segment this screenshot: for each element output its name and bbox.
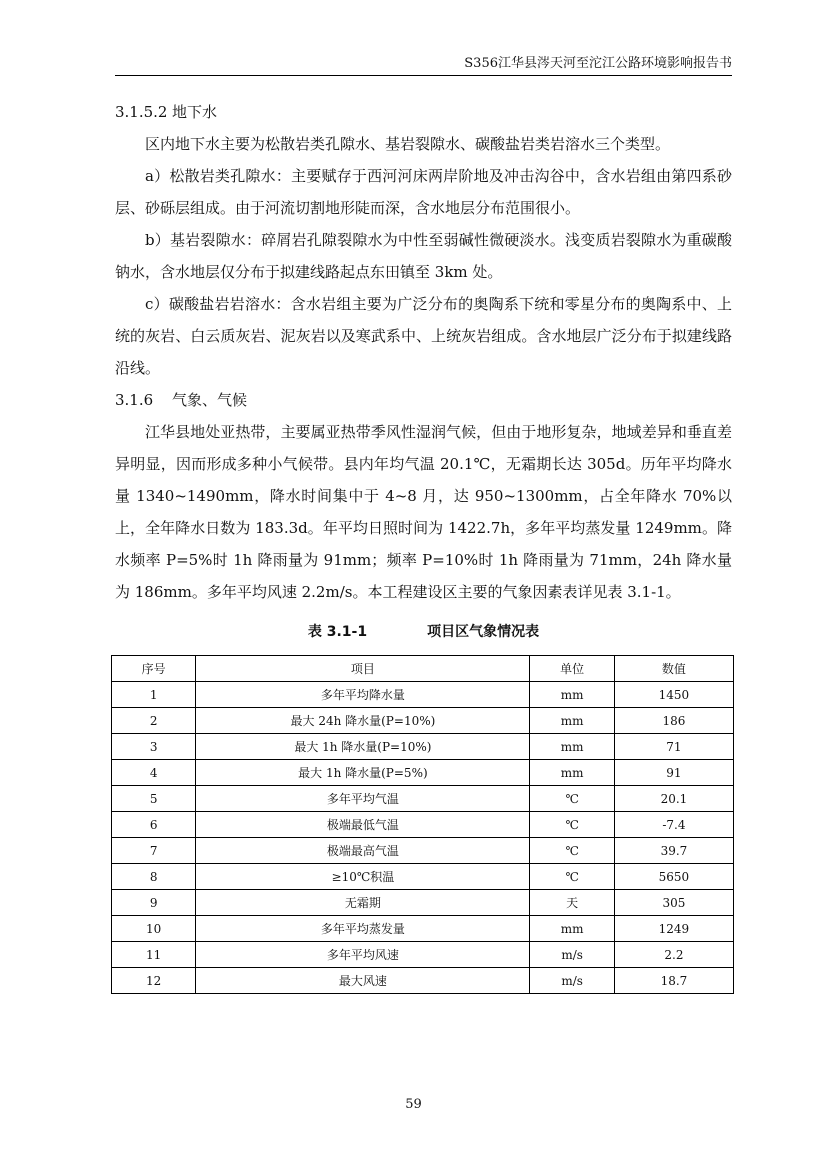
- table-cell: -7.4: [614, 812, 733, 838]
- table-cell: ℃: [530, 864, 614, 890]
- table-cell: ℃: [530, 786, 614, 812]
- table-cell: 3: [112, 734, 196, 760]
- section-title: 气象、气候: [172, 391, 248, 409]
- table-body: [112, 682, 734, 994]
- table-caption-title: 项目区气象情况表: [427, 624, 540, 640]
- table-cell: 多年平均风速: [196, 942, 530, 968]
- table-cell: 极端最高气温: [196, 838, 530, 864]
- table-cell: 多年平均降水量: [196, 682, 530, 708]
- table-row: [112, 812, 734, 838]
- table-row: [112, 890, 734, 916]
- table-cell: 最大 1h 降水量(P=10%): [196, 734, 530, 760]
- column-header: 项目: [196, 656, 530, 682]
- table-cell: 11: [112, 942, 196, 968]
- table-cell: 1: [112, 682, 196, 708]
- page-number: 59: [405, 1097, 422, 1112]
- table-cell: 最大 1h 降水量(P=5%): [196, 760, 530, 786]
- paragraph: a）松散岩类孔隙水：主要赋存于西河河床两岸阶地及冲击沟谷中，含水岩组由第四系砂层、砂砾层组成。由于河流切割地形陡而深，含水地层分布范围很小。: [115, 167, 732, 217]
- table-cell: 9: [112, 890, 196, 916]
- column-header: 数值: [614, 656, 733, 682]
- table-cell: 305: [614, 890, 733, 916]
- column-header: 序号: [112, 656, 196, 682]
- table-cell: mm: [530, 734, 614, 760]
- table-caption-number: 表 3.1-1: [307, 624, 368, 640]
- table-cell: 6: [112, 812, 196, 838]
- table-cell: 5: [112, 786, 196, 812]
- paragraph: c）碳酸盐岩岩溶水：含水岩组主要为广泛分布的奥陶系下统和零星分布的奥陶系中、上统的灰岩、白云质灰岩、泥灰岩以及寒武系中、上统灰岩组成。含水地层广泛分布于拟建线路沿线。: [115, 295, 732, 377]
- table-cell: 8: [112, 864, 196, 890]
- table-row: [112, 916, 734, 942]
- table-cell: 186: [614, 708, 733, 734]
- paragraph: 区内地下水主要为松散岩类孔隙水、基岩裂隙水、碳酸盐岩类岩溶水三个类型。: [145, 135, 671, 153]
- table-cell: m/s: [530, 968, 614, 994]
- table-cell: ≥10℃积温: [196, 864, 530, 890]
- table-cell: 10: [112, 916, 196, 942]
- table-row: [112, 734, 734, 760]
- table-header-row: [112, 656, 734, 682]
- table-row: [112, 786, 734, 812]
- column-header: 单位: [530, 656, 614, 682]
- table-cell: 7: [112, 838, 196, 864]
- table-cell: 20.1: [614, 786, 733, 812]
- table-cell: 最大风速: [196, 968, 530, 994]
- table-cell: 91: [614, 760, 733, 786]
- table-row: [112, 864, 734, 890]
- table-cell: ℃: [530, 838, 614, 864]
- section-title: 地下水: [172, 103, 218, 121]
- table-cell: 18.7: [614, 968, 733, 994]
- section-heading-groundwater: [115, 96, 732, 128]
- table-cell: 多年平均蒸发量: [196, 916, 530, 942]
- table-cell: mm: [530, 916, 614, 942]
- table-cell: 2.2: [614, 942, 733, 968]
- section-heading-climate: [115, 384, 732, 416]
- table-cell: mm: [530, 708, 614, 734]
- paragraph: b）基岩裂隙水：碎屑岩孔隙裂隙水为中性至弱碱性微硬淡水。浅变质岩裂隙水为重碳酸钠水，含水地层仅分布于拟建线路起点东田镇至 3km 处。: [115, 231, 732, 281]
- table-cell: 4: [112, 760, 196, 786]
- table-row: [112, 760, 734, 786]
- table-cell: 39.7: [614, 838, 733, 864]
- section-number: 3.1.5.2: [115, 103, 168, 121]
- climate-table: [111, 655, 734, 994]
- table-cell: 5650: [614, 864, 733, 890]
- table-cell: 1450: [614, 682, 733, 708]
- table-row: [112, 838, 734, 864]
- table-cell: 无霜期: [196, 890, 530, 916]
- table-cell: mm: [530, 682, 614, 708]
- table-cell: 2: [112, 708, 196, 734]
- header-divider: [115, 75, 732, 76]
- table-cell: ℃: [530, 812, 614, 838]
- paragraph: 江华县地处亚热带，主要属亚热带季风性湿润气候，但由于地形复杂，地域差异和垂直差异明显，因而形成多种小气候带。县内年均气温 20.1℃，无霜期长达 305d。历年平均降水量 1340~1490mm，降水时间集中于 4~8 月，达 950~1300mm，占全年降水 70%以上，全年降水日数为 183.3d。年平均日照时间为 1422.7h，多年平均蒸发量 1249mm。降水频率 P=5%时 1h 降雨量为 91mm；频率 P=10%时 1h 降雨量为 71mm，24h 降水量为 186mm。多年平均风速 2.2m/s。本工程建设区主要的气象因素表详见表 3.1-1。: [115, 423, 732, 601]
- table-cell: 12: [112, 968, 196, 994]
- table-cell: 极端最低气温: [196, 812, 530, 838]
- table-cell: 1249: [614, 916, 733, 942]
- table-row: [112, 942, 734, 968]
- page-header: S356江华县涔天河至沱江公路环境影响报告书: [464, 56, 732, 71]
- table-cell: 天: [530, 890, 614, 916]
- table-row: [112, 708, 734, 734]
- table-cell: 多年平均气温: [196, 786, 530, 812]
- table-row: [112, 968, 734, 994]
- section-number: 3.1.6: [115, 391, 154, 409]
- table-row: [112, 682, 734, 708]
- table-cell: 71: [614, 734, 733, 760]
- page-content: [115, 96, 732, 994]
- table-cell: m/s: [530, 942, 614, 968]
- table-cell: 最大 24h 降水量(P=10%): [196, 708, 530, 734]
- table-cell: mm: [530, 760, 614, 786]
- table-caption: [115, 622, 732, 642]
